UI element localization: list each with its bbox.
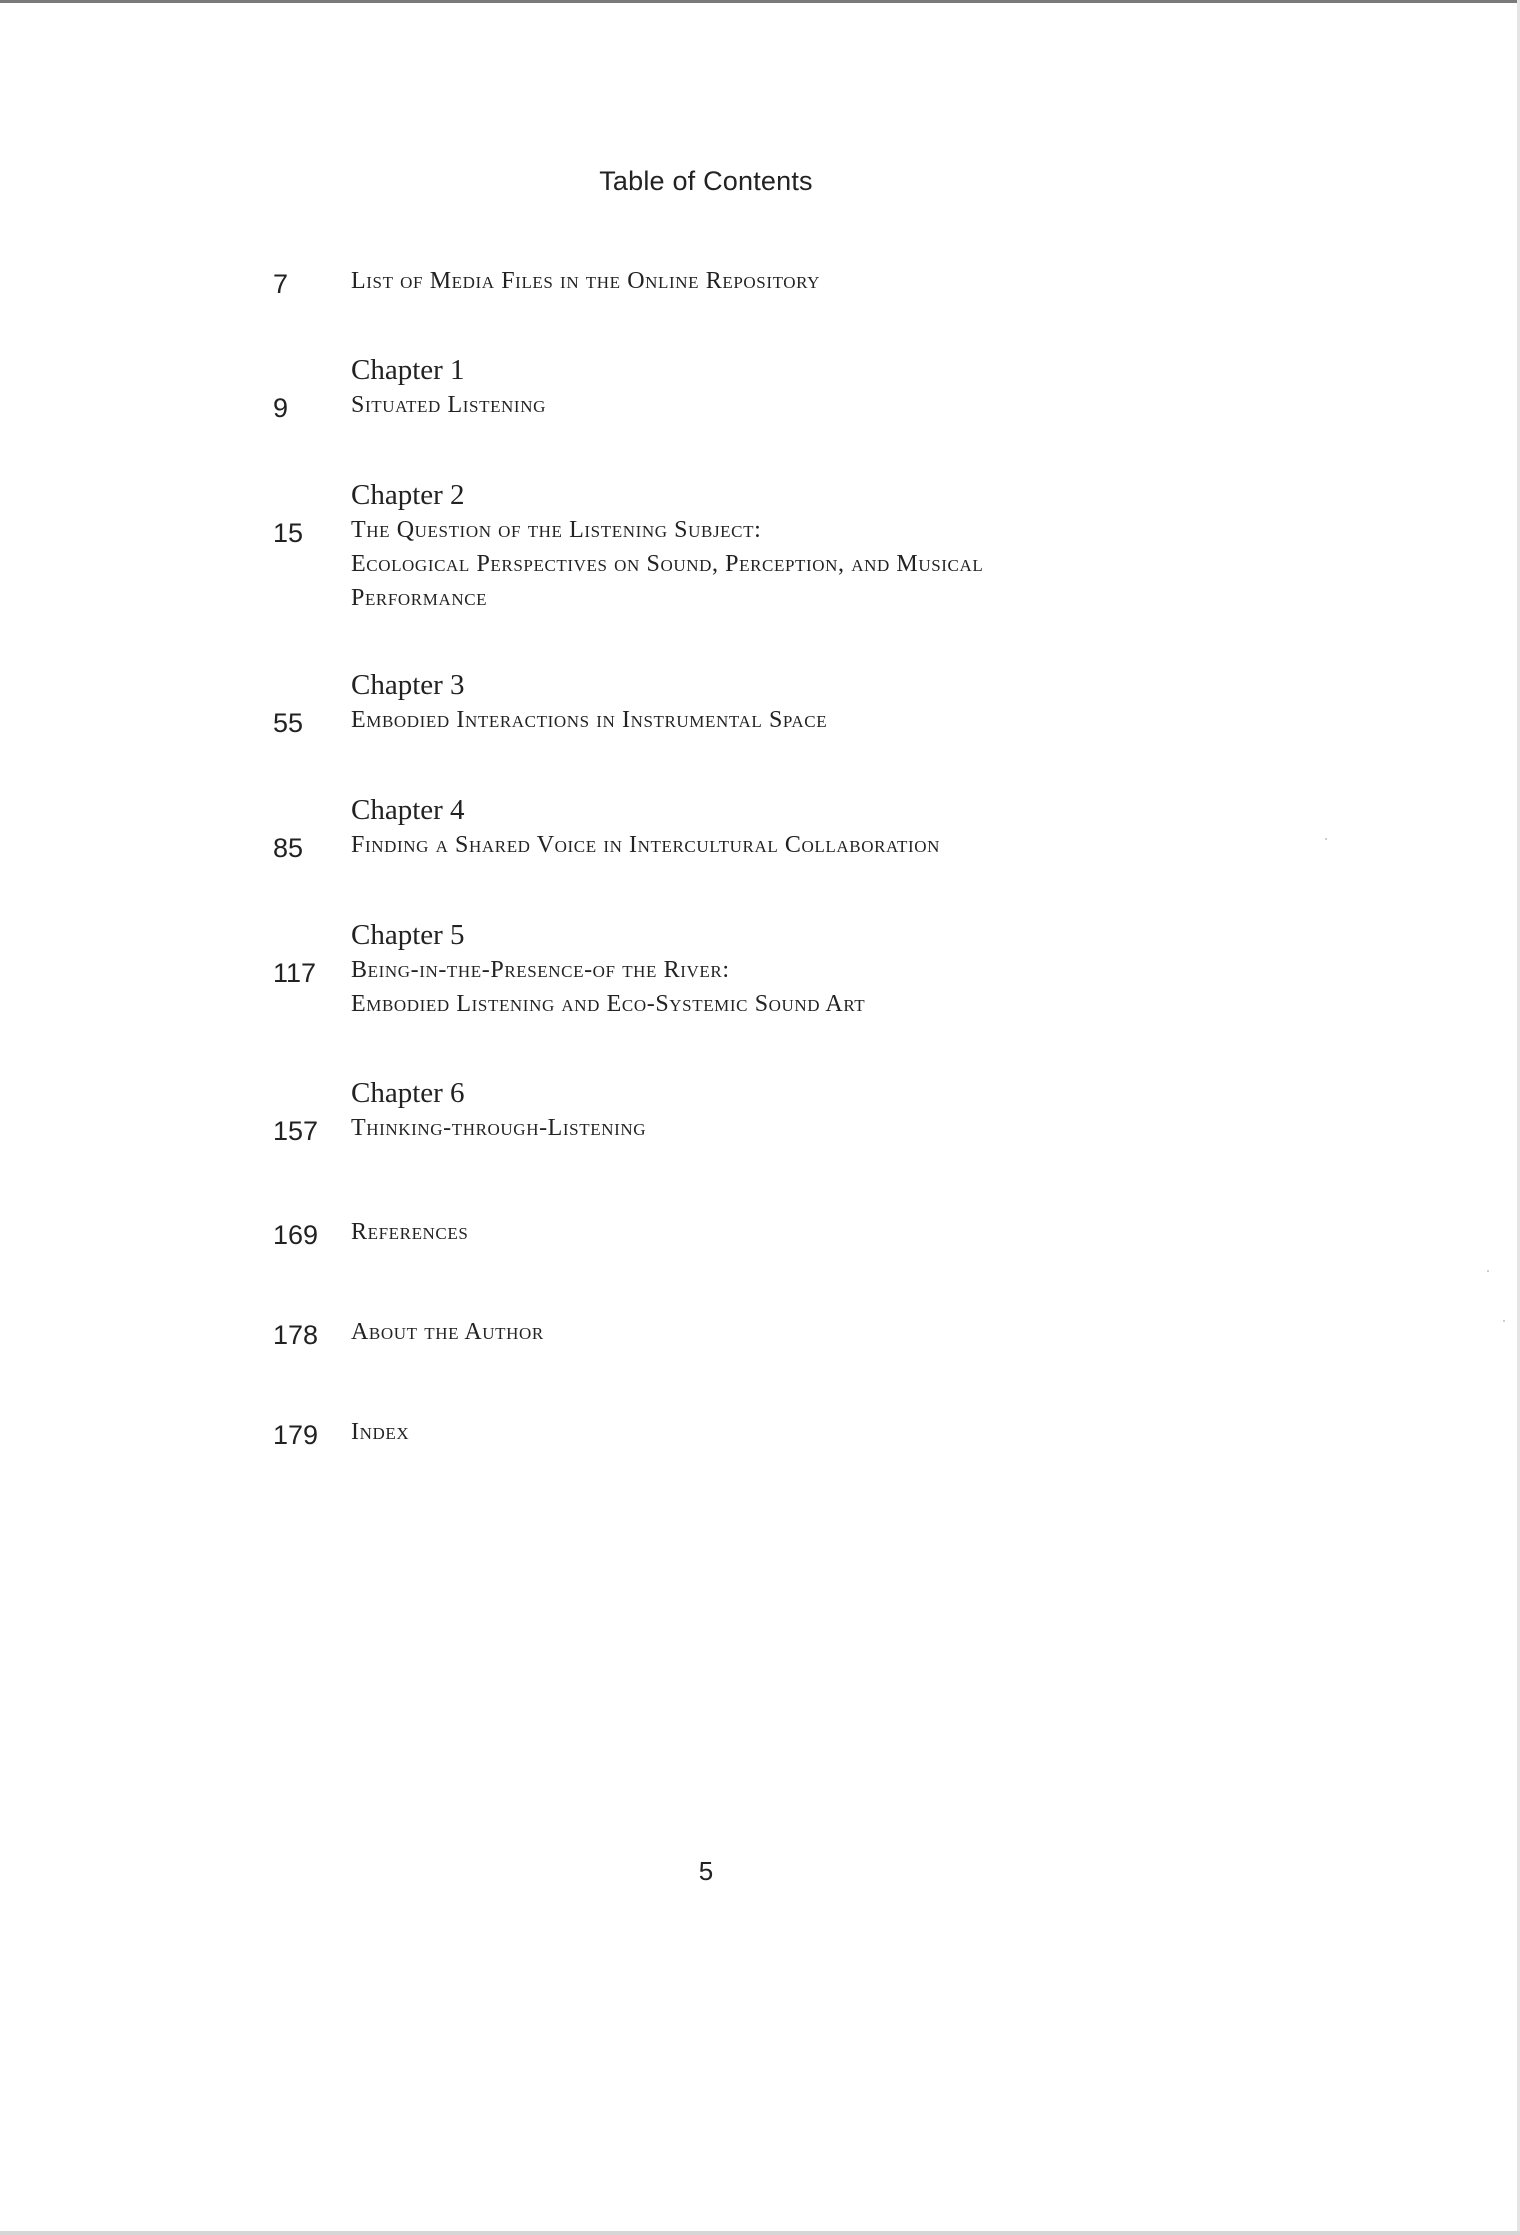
toc-entry-title — [351, 828, 1251, 862]
toc-page-number: 169 — [273, 1220, 319, 1250]
toc-entry-title — [351, 388, 1251, 422]
toc-page-number: 157 — [273, 1116, 319, 1146]
title-line: Embodied Listening and Eco-Systemic Sound Art — [351, 991, 866, 1017]
chapter-label: Chapter 1 — [351, 354, 465, 386]
toc-page-number: 117 — [273, 958, 317, 988]
title-line: Being-in-the-Presence-of the River: — [351, 957, 730, 983]
toc-page-number: 9 — [273, 393, 289, 423]
title-line: Ecological Perspectives on Sound, Perception, and Musical — [351, 551, 984, 577]
toc-entry-title — [351, 703, 1251, 737]
toc-page-number: 178 — [273, 1320, 319, 1350]
title-line: About the Author — [351, 1319, 544, 1345]
chapter-label: Chapter 3 — [351, 669, 465, 701]
toc-page-number: 85 — [273, 833, 304, 863]
scan-top-edge — [0, 0, 1520, 3]
chapter-label: Chapter 5 — [351, 919, 465, 951]
title-line: Performance — [351, 585, 488, 611]
toc-entry-title — [351, 513, 1251, 615]
page-title: Table of Contents — [599, 166, 813, 196]
toc-page-number: 55 — [273, 708, 304, 738]
footer-page-number: 5 — [698, 1856, 714, 1886]
toc-page-number: 7 — [273, 269, 289, 299]
title-line: The Question of the Listening Subject: — [351, 517, 762, 543]
scan-bottom-edge — [0, 2231, 1520, 2235]
toc-entry-title — [351, 1215, 1251, 1249]
chapter-label: Chapter 4 — [351, 794, 465, 826]
title-line: List of Media Files in the Online Repository — [351, 268, 821, 294]
title-line: Thinking-through-Listening — [351, 1115, 647, 1141]
title-line: Situated Listening — [351, 392, 546, 418]
toc-entry-title — [351, 1111, 1251, 1145]
scan-speck — [1325, 838, 1327, 840]
title-line: Finding a Shared Voice in Intercultural Collaboration — [351, 832, 941, 858]
chapter-label: Chapter 6 — [351, 1077, 465, 1109]
scan-speck — [1503, 1320, 1505, 1322]
title-line: Index — [351, 1419, 410, 1445]
toc-page-number: 179 — [273, 1420, 319, 1450]
toc-entry-title — [351, 1315, 1251, 1349]
toc-entry-title — [351, 264, 1251, 298]
title-line: References — [351, 1219, 469, 1245]
chapter-label: Chapter 2 — [351, 479, 465, 511]
title-line: Embodied Interactions in Instrumental Space — [351, 707, 828, 733]
scan-speck — [1487, 1270, 1489, 1272]
toc-entry-title — [351, 953, 1251, 1021]
toc-entry-title — [351, 1415, 1251, 1449]
toc-page-number: 15 — [273, 518, 304, 548]
